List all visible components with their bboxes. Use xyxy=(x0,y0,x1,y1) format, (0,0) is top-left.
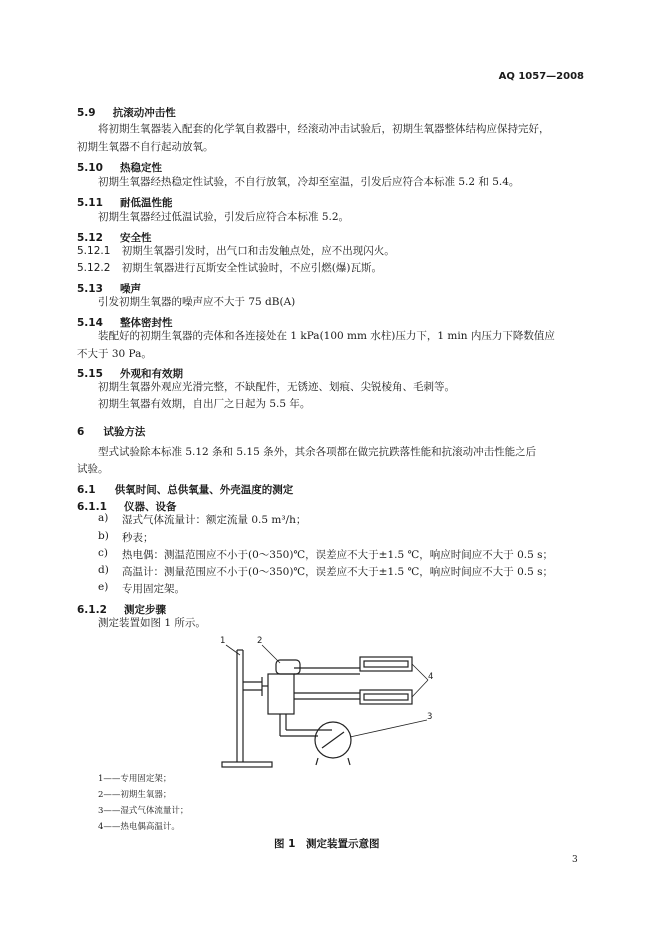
section-title: 安全性 xyxy=(120,232,152,244)
paragraph-line: 试验。 xyxy=(77,463,109,475)
section-title: 测定步骤 xyxy=(124,604,166,616)
list-text: 秒表； xyxy=(122,532,154,544)
clause-text: 初期生氧器引发时，出气口和击发触点处，应不出现闪火。 xyxy=(121,245,395,257)
paragraph-line: 初期生氧器经过低温试验，引发后应符合本标准 5.2。 xyxy=(98,211,350,223)
list-marker: b) xyxy=(98,530,109,542)
section-number: 6 xyxy=(77,426,85,438)
section-title: 耐低温性能 xyxy=(120,197,173,209)
oxygen-generator xyxy=(262,660,300,722)
legend-item: 1——专用固定架； xyxy=(98,774,172,784)
clause-number: 5.12.2 xyxy=(77,262,111,274)
section-number: 6.1.2 xyxy=(77,604,107,616)
section-title: 仪器、设备 xyxy=(124,501,177,513)
legend-item: 4——热电偶高温计。 xyxy=(98,822,180,832)
section-title: 外观和有效期 xyxy=(120,368,184,380)
section-title: 热稳定性 xyxy=(120,162,163,174)
section-number: 5.11 xyxy=(77,197,103,209)
list-text: 高温计：测量范围应不小于(0～350)℃，误差应不大于±1.5 ℃，响应时间应不大于 0.5 s； xyxy=(122,566,554,578)
paragraph-line: 引发初期生氧器的噪声应不大于 75 dB(A) xyxy=(98,296,296,308)
section-title: 供氧时间、总供氧量、外壳温度的测定 xyxy=(114,484,294,496)
section-number: 5.10 xyxy=(77,162,103,174)
section-number: 5.14 xyxy=(77,317,103,329)
list-marker: a) xyxy=(98,512,109,524)
callout-1: 1 xyxy=(220,636,226,646)
paragraph-line: 不大于 30 Pa。 xyxy=(77,348,152,360)
section-number: 6.1 xyxy=(77,484,96,496)
section-number: 5.15 xyxy=(77,368,103,380)
clause-number: 5.12.1 xyxy=(77,245,111,257)
list-marker: c) xyxy=(98,547,108,559)
clause-text: 初期生氧器进行瓦斯安全性试验时，不应引燃(爆)瓦斯。 xyxy=(121,262,382,274)
thermocouple-pyrometer xyxy=(360,657,412,704)
section-title: 试验方法 xyxy=(103,426,146,438)
section-title: 整体密封性 xyxy=(120,317,173,329)
section-title: 噪声 xyxy=(120,283,142,295)
list-text: 专用固定架。 xyxy=(122,583,185,595)
paragraph-line: 装配好的初期生氧器的壳体和各连接处在 1 kPa(100 mm 水柱)压力下，1 min 内压力下降数值应 xyxy=(98,330,555,342)
section-number: 5.12 xyxy=(77,232,103,244)
paragraph-line: 型式试验除本标准 5.12 条和 5.15 条外，其余各项都在做完抗跌落性能和抗滚动冲击性能之后 xyxy=(98,446,537,458)
callout-4: 4 xyxy=(428,672,434,682)
list-text: 热电偶：测温范围应不小于(0～350)℃，误差应不大于±1.5 ℃，响应时间应不大于 0.5 s； xyxy=(122,549,554,561)
paragraph-line: 测定装置如图 1 所示。 xyxy=(98,617,206,629)
paragraph-line: 将初期生氧器装入配套的化学氧自救器中，经滚动冲击试验后，初期生氧器整体结构应保持完好， xyxy=(98,123,550,135)
list-marker: d) xyxy=(98,564,109,576)
fixture-stand xyxy=(222,650,272,767)
callout-2: 2 xyxy=(257,636,263,646)
section-number: 5.13 xyxy=(77,283,103,295)
gas-flow-meter xyxy=(315,722,351,765)
connection-tubes xyxy=(280,668,360,736)
paragraph-line: 初期生氧器外观应光滑完整，不缺配件，无锈迹、划痕、尖锐棱角、毛刺等。 xyxy=(98,381,455,393)
standard-number: AQ 1057—2008 xyxy=(498,71,584,82)
section-title: 抗滚动冲击性 xyxy=(112,107,176,119)
page-number: 3 xyxy=(572,855,578,865)
legend-item: 3——湿式气体流量计； xyxy=(98,806,189,816)
section-number: 6.1.1 xyxy=(77,501,107,513)
legend-item: 2——初期生氧器； xyxy=(98,790,172,800)
callout-3: 3 xyxy=(427,712,433,722)
list-marker: e) xyxy=(98,581,109,593)
section-number: 5.9 xyxy=(77,107,96,119)
paragraph-line: 初期生氧器有效期，自出厂之日起为 5.5 年。 xyxy=(98,398,311,410)
figure-caption: 图 1 测定装置示意图 xyxy=(274,838,380,850)
paragraph-line: 初期生氧器经热稳定性试验，不自行放氧，冷却至室温，引发后应符合本标准 5.2 和 5.4。 xyxy=(98,176,520,188)
list-text: 湿式气体流量计：额定流量 0.5 m³/h； xyxy=(122,514,307,526)
paragraph-line: 初期生氧器不自行起动放氧。 xyxy=(77,141,214,153)
